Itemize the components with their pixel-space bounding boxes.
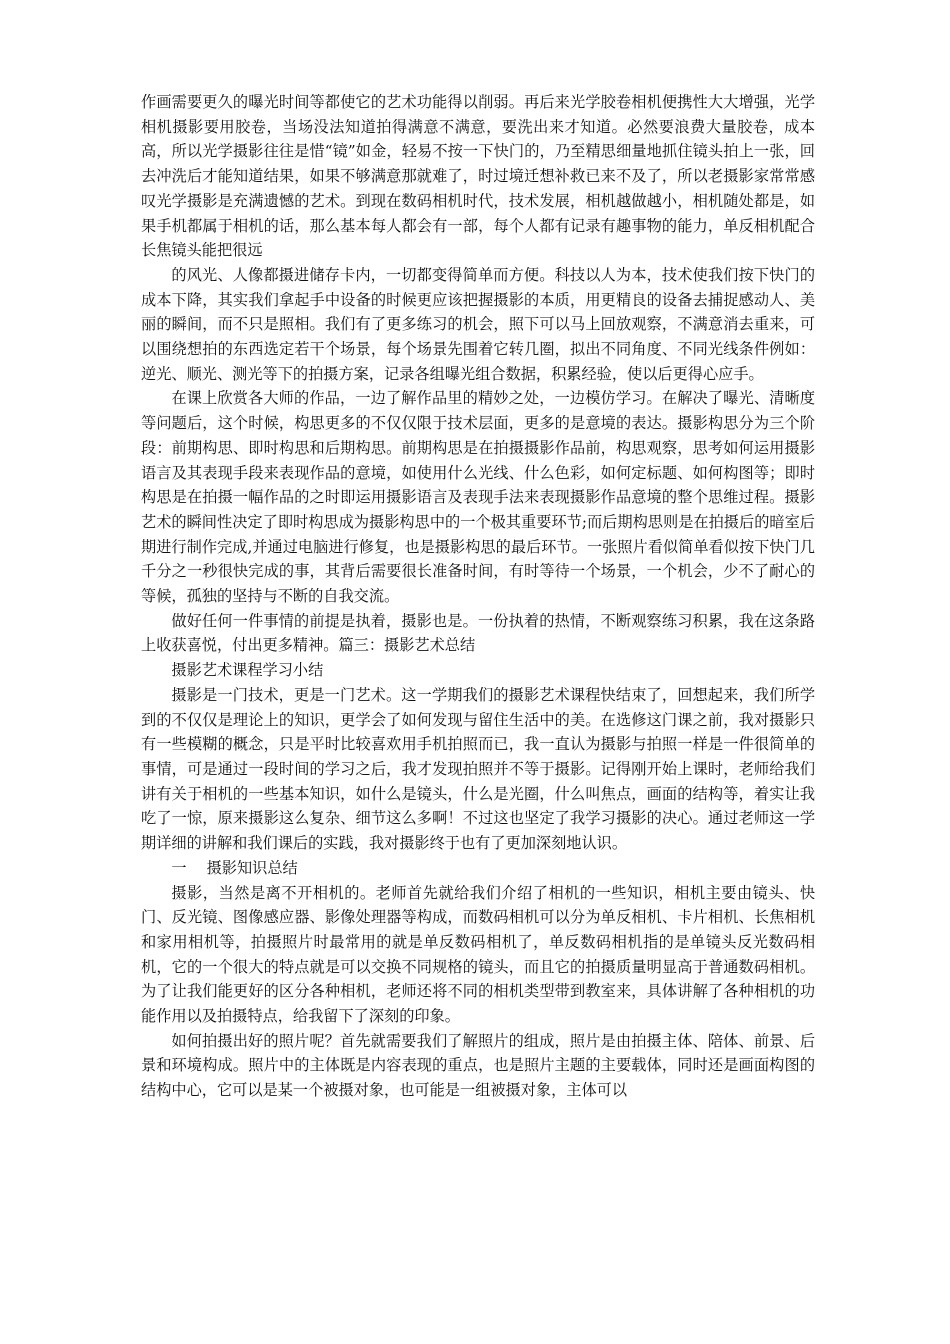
- paragraph-5: 摄影是一门技术，更是一门艺术。这一学期我们的摄影艺术课程快结束了，回想起来，我们所学到的不仅仅是理论上的知识，更学会了如何发现与留住生活中的美。在选修这门课之前，我对摄影只有一些模糊的概念，只是平时比较喜欢用手机拍照而已，我一直认为摄影与拍照一样是一件很简单的事情，可是通过一段时间的学习之后，我才发现拍照并不等于摄影。记得刚开始上课时，老师给我们讲有关于相机的一些基本知识，如什么是镜头，什么是光圈，什么叫焦点，画面的结构等，着实让我吃了一惊，原来摄影这么复杂、细节这么多啊！不过这也坚定了我学习摄影的决心。通过老师这一学期详细的讲解和我们课后的实践，我对摄影终于也有了更加深刻地认识。: [141, 685, 815, 853]
- paragraph-2: 的风光、人像都摄进储存卡内，一切都变得简单而方便。科技以人为本，技术使我们按下快门的成本下降，其实我们拿起手中设备的时候更应该把握摄影的本质，用更精良的设备去捕捉感动人、美丽的瞬间，而不只是照相。我们有了更多练习的机会，照下可以马上回放观察，不满意消去重来，可以围绕想拍的东西选定若干个场景，每个场景先围着它转几圈，拟出不同角度、不同光线条件例如：逆光、顺光、测光等下的拍摄方案，记录各组曝光组合数据，积累经验，使以后更得心应手。: [141, 265, 815, 383]
- paragraph-1: 作画需要更久的曝光时间等都使它的艺术功能得以削弱。再后来光学胶卷相机便携性大大增强，光学相机摄影要用胶卷，当场没法知道拍得满意不满意，要洗出来才知道。必然要浪费大量胶卷，成本高，所以光学摄影往往是惜“镜”如金，轻易不按一下快门的，乃至精思细量地抓住镜头拍上一张，回去冲洗后才能知道结果，如果不够满意那就难了，时过境迁想补救已来不及了，所以老摄影家常常感叹光学摄影是充满遗憾的艺术。到现在数码相机时代，技术发展，相机越做越小，相机随处都是，如果手机都属于相机的话，那么基本每人都会有一部，每个人都有记录有趣事物的能力，单反相机配合长焦镜头能把很远: [141, 93, 815, 260]
- paragraph-6: 摄影，当然是离不开相机的。老师首先就给我们介绍了相机的一些知识，相机主要由镜头、快门、反光镜、图像感应器、影像处理器等构成，而数码相机可以分为单反相机、卡片相机、长焦相机和家用相机等，拍摄照片时最常用的就是单反数码相机了，单反数码相机指的是单镜头反光数码相机，它的一个很大的特点就是可以交换不同规格的镜头，而且它的拍摄质量明显高于普通数码相机。为了让我们能更好的区分各种相机，老师还将不同的相机类型带到教室来，具体讲解了各种相机的功能作用以及拍摄特点，给我留下了深刻的印象。: [141, 883, 815, 1026]
- section-title: 摄影艺术课程学习小结: [171, 661, 324, 680]
- document-page: [141, 90, 815, 1103]
- subsection-heading: 一 摄影知识总结: [171, 858, 298, 877]
- paragraph-7: 如何拍摄出好的照片呢？首先就需要我们了解照片的组成，照片是由拍摄主体、陪体、前景、后景和环境构成。照片中的主体既是内容表现的重点，也是照片主题的主要载体，同时还是画面构图的结构中心，它可以是某一个被摄对象，也可能是一组被摄对象，主体可以: [141, 1031, 815, 1100]
- paragraph-3: 在课上欣赏各大师的作品，一边了解作品里的精妙之处，一边模仿学习。在解决了曝光、清晰度等问题后，这个时候，构思更多的不仅仅限于技术层面，更多的是意境的表达。摄影构思分为三个阶段：前期构思、即时构思和后期构思。前期构思是在拍摄摄影作品前，构思观察，思考如何运用摄影语言及其表现手段来表现作品的意境，如使用什么光线、什么色彩，如何定标题、如何构图等；即时构思是在拍摄一幅作品的之时即运用摄影语言及表现手法来表现摄影作品意境的整个思维过程。摄影艺术的瞬间性决定了即时构思成为摄影构思中的一个极其重要环节;而后期构思则是在拍摄后的暗室后期进行制作完成,并通过电脑进行修复，也是摄影构思的最后环节。一张照片看似简单看似按下快门几千分之一秒很快完成的事，其背后需要很长准备时间，有时等待一个场景，一个机会，少不了耐心的等候，孤独的坚持与不断的自我交流。: [141, 389, 815, 606]
- paragraph-4: 做好任何一件事情的前提是执着，摄影也是。一份执着的热情，不断观察练习积累，我在这条路上收获喜悦，付出更多精神。篇三：摄影艺术总结: [141, 611, 815, 655]
